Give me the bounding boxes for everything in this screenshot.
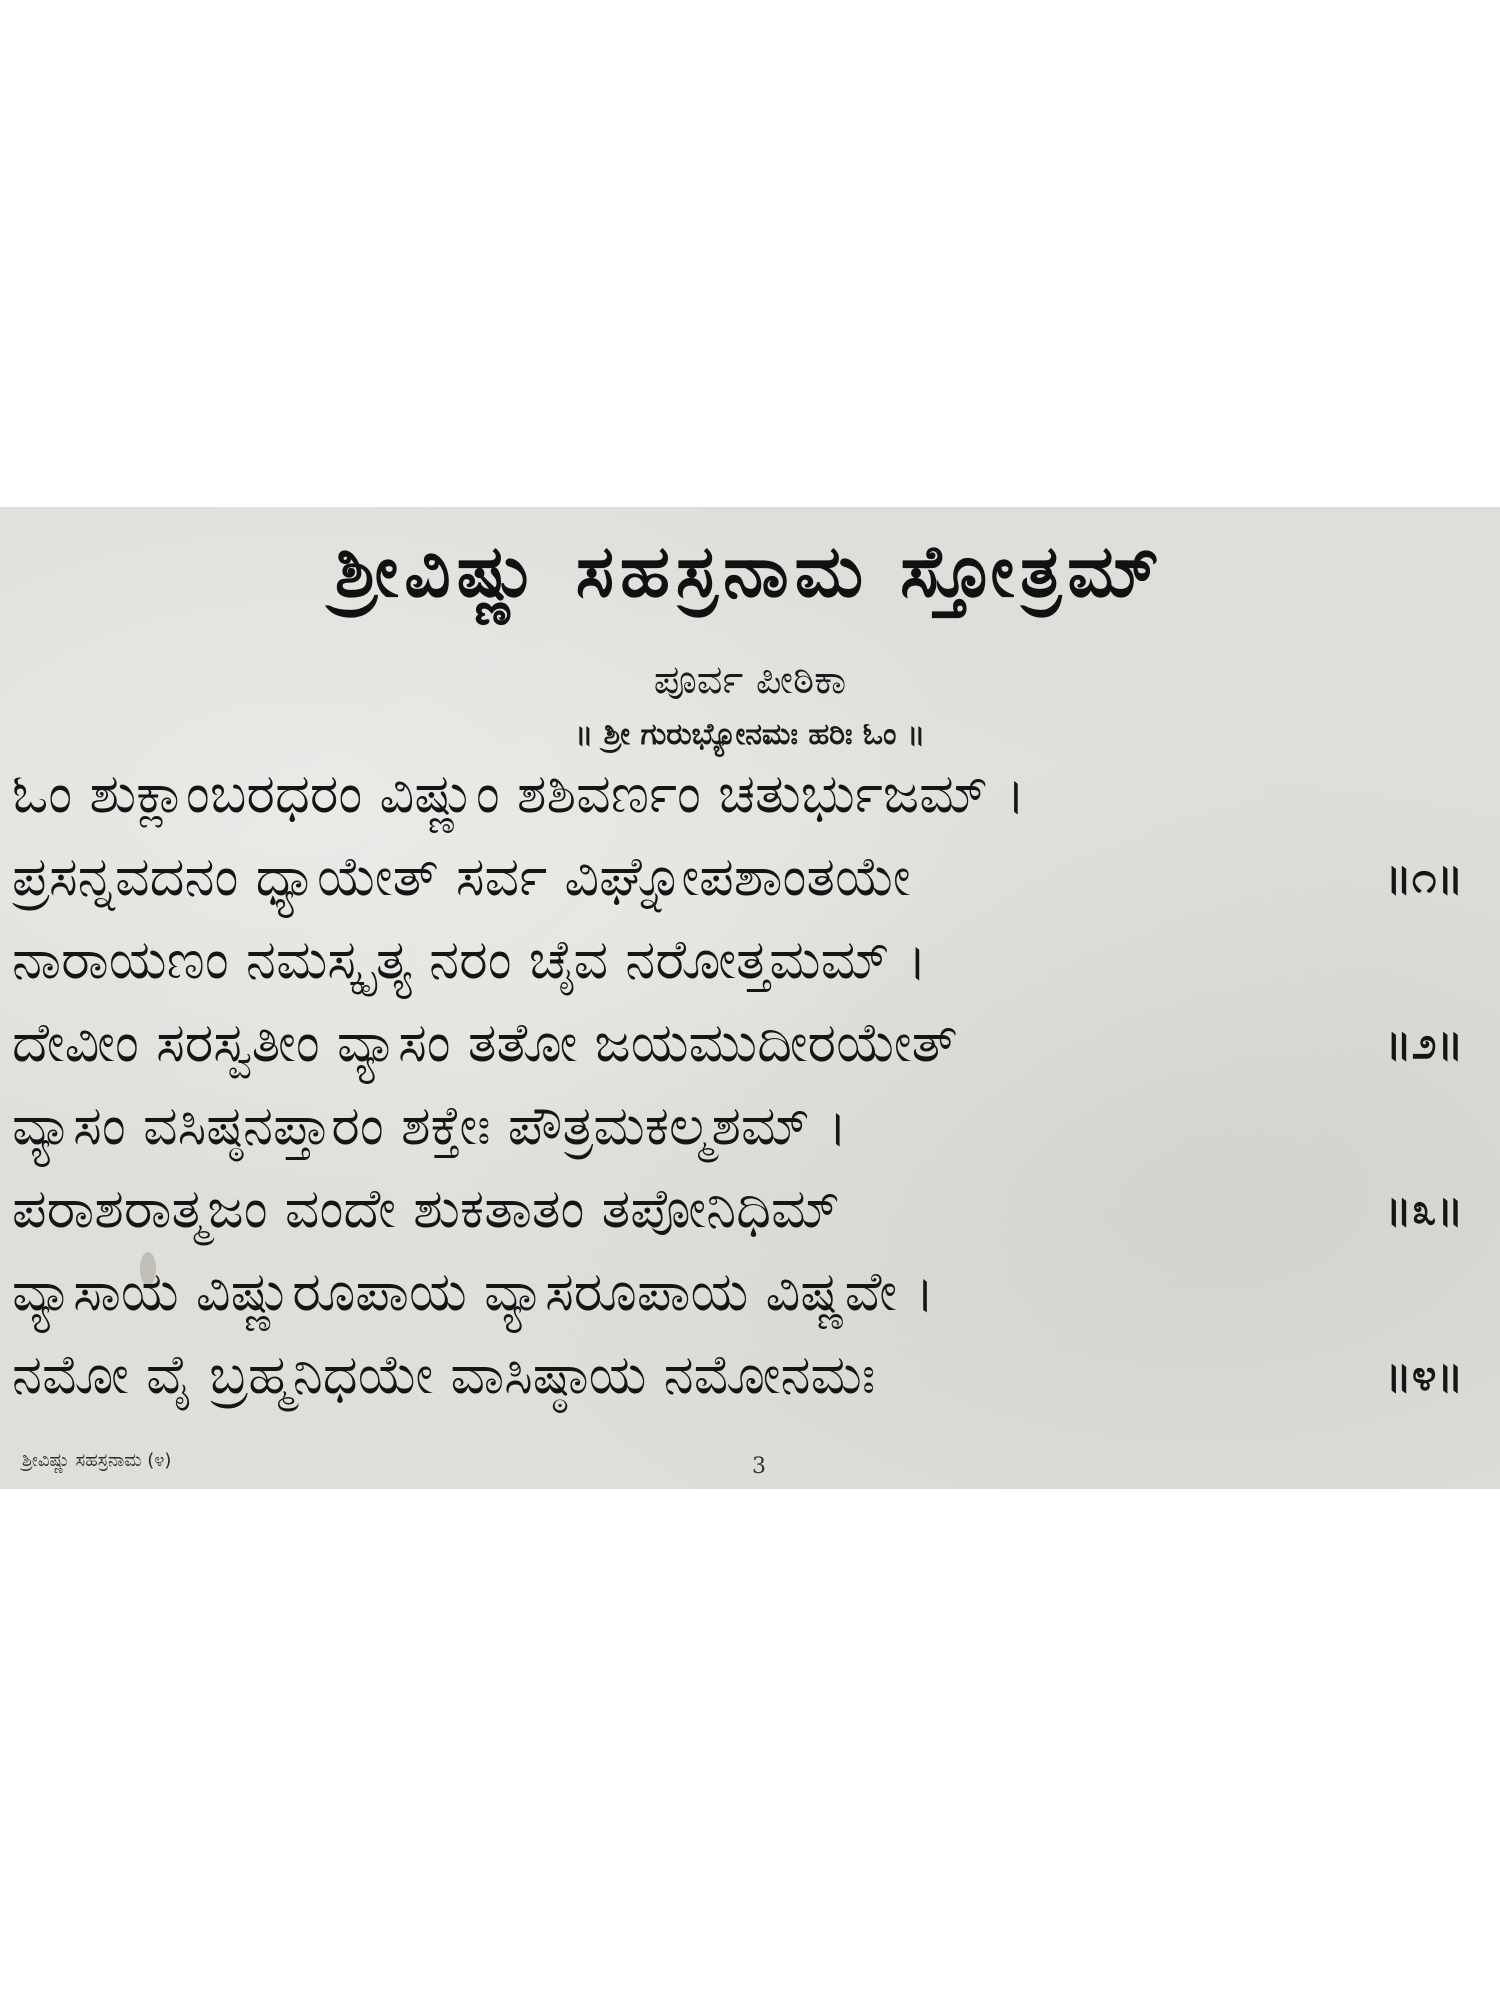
verse-1-number: ॥೧॥	[1385, 852, 1464, 903]
verse-1-line-2: ಪ್ರಸನ್ನವದನಂ ಧ್ಯಾಯೇತ್ ಸರ್ವ ವಿಘ್ನೋಪಶಾಂತಯೇ	[12, 845, 911, 908]
scanned-page	[0, 507, 1500, 1489]
verse-1-line-1: ಓಂ ಶುಕ್ಲಾಂಬರಧರಂ ವಿಷ್ಣುಂ ಶಶಿವರ್ಣಂ ಚತುರ್ಭುಜಮ್ ।	[12, 762, 1026, 825]
verse-2-number: ॥೨॥	[1385, 1018, 1464, 1069]
verse-2-line-1: ನಾರಾಯಣಂ ನಮಸ್ಕೃತ್ಯ ನರಂ ಚೈವ ನರೋತ್ತಮಮ್ ।	[12, 928, 928, 991]
invocation-line: ॥ ಶ್ರೀ ಗುರುಭ್ಯೋನಮಃ ಹರಿಃ ಓಂ ॥	[574, 717, 926, 752]
verse-3-number: ॥೩॥	[1385, 1184, 1464, 1235]
verse-4-number: ॥೪॥	[1385, 1350, 1464, 1401]
running-footer: ಶ್ರೀವಿಷ್ಣು ಸಹಸ್ರನಾಮ (೪)	[22, 1450, 172, 1471]
verse-4-line-1: ವ್ಯಾಸಾಯ ವಿಷ್ಣುರೂಪಾಯ ವ್ಯಾಸರೂಪಾಯ ವಿಷ್ಣವೇ ।	[12, 1260, 935, 1323]
section-subtitle: ಪೂರ್ವ ಪೀಠಿಕಾ	[653, 657, 847, 703]
verse-2-line-2: ದೇವೀಂ ಸರಸ್ವತೀಂ ವ್ಯಾಸಂ ತತೋ ಜಯಮುದೀರಯೇತ್	[12, 1011, 958, 1074]
page-number: 3	[752, 1454, 766, 1479]
page-title: ಶ್ರೀವಿಷ್ಣು ಸಹಸ್ರನಾಮ ಸ್ತೋತ್ರಮ್	[334, 529, 1166, 613]
verse-3-line-1: ವ್ಯಾಸಂ ವಸಿಷ್ಠನಪ್ತಾರಂ ಶಕ್ತೇಃ ಪೌತ್ರಮಕಲ್ಮಶಮ್ ।	[12, 1094, 848, 1157]
verse-3-line-2: ಪರಾಶರಾತ್ಮಜಂ ವಂದೇ ಶುಕತಾತಂ ತಪೋನಿಧಿಮ್	[12, 1177, 840, 1240]
verse-4-line-2: ನಮೋ ವೈ ಬ್ರಹ್ಮನಿಧಯೇ ವಾಸಿಷ್ಠಾಯ ನಮೋನಮಃ	[12, 1343, 876, 1406]
